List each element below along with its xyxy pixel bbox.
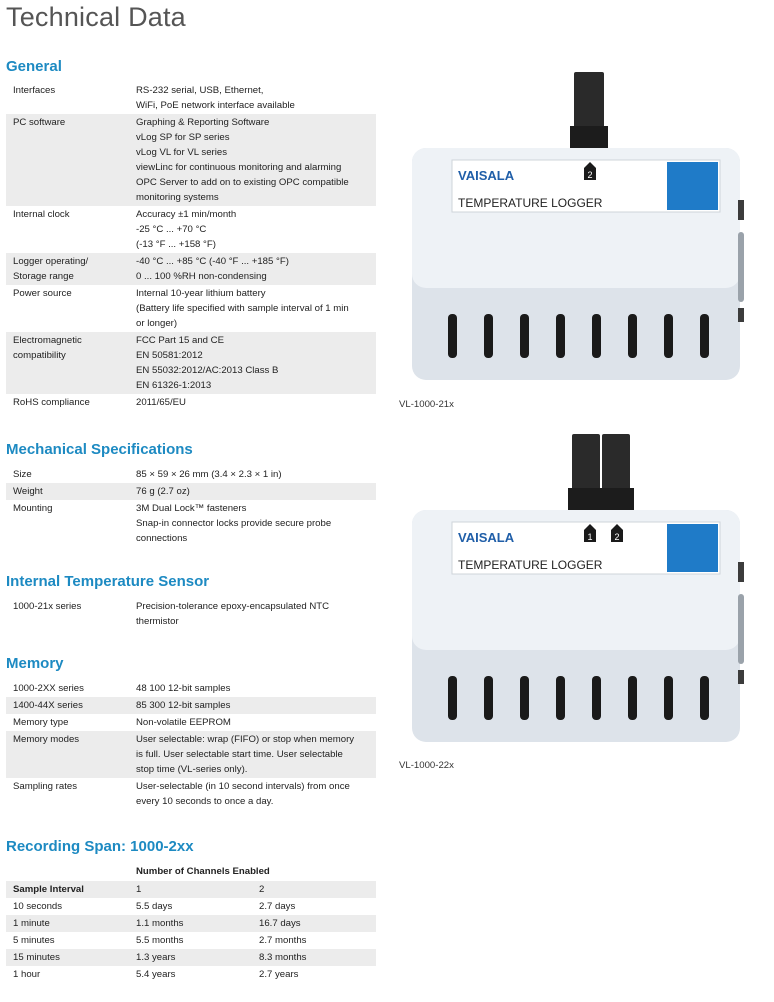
column-header: 2 [252, 881, 376, 898]
spec-key: 1400-44X series [6, 697, 129, 714]
spec-key: Power source [13, 288, 72, 299]
table-cell: 1 minute [6, 915, 129, 932]
probe-connector [602, 434, 630, 494]
table-row [6, 731, 376, 778]
table-cell: 2.7 years [259, 969, 299, 980]
spec-key: 1000-2XX series [13, 683, 84, 694]
table-cell: 5.5 months [136, 935, 184, 946]
table-row [6, 680, 376, 697]
spec-value: RS-232 serial, USB, Ethernet, WiFi, PoE network interface available [136, 85, 295, 111]
table-cell: 2.7 days [259, 901, 296, 912]
spec-value: User selectable: wrap (FIFO) or stop when memory is full. User selectable start time. User selectable stop time (VL-series only). [129, 731, 376, 778]
table-row [6, 778, 376, 810]
spec-key: Electromagnetic compatibility [6, 332, 129, 394]
table-cell: 8.3 months [252, 949, 376, 966]
section-heading-memory: Memory [6, 655, 64, 672]
spec-value: Non-volatile EEPROM [136, 717, 231, 728]
column-header: 1 [129, 881, 252, 898]
section-heading-mechanical: Mechanical Specifications [6, 441, 193, 458]
table-row [6, 466, 376, 483]
table-row [6, 114, 376, 206]
spec-value: Internal 10-year lithium battery (Battery life specified with sample interval of 1 min or longer) [136, 288, 349, 329]
table-row [6, 598, 376, 630]
device-label: TEMPERATURE LOGGER [458, 196, 603, 210]
spec-key: Memory type [13, 717, 69, 728]
table-row [6, 915, 376, 932]
table-row [6, 253, 376, 285]
svg-text:1: 1 [587, 532, 593, 542]
table-cell: 5.4 years [136, 969, 176, 980]
spec-key: Weight [6, 483, 129, 500]
general-table [6, 82, 376, 411]
table-cell: 5 minutes [13, 935, 55, 946]
probe-connector [572, 434, 600, 494]
table-cell: 1.3 years [129, 949, 252, 966]
device-caption: VL-1000-21x [399, 399, 454, 410]
section-heading-recording: Recording Span: 1000-2xx [6, 838, 194, 855]
spec-key: Mounting [13, 503, 53, 514]
table-row [6, 332, 376, 394]
table-header-row [6, 881, 376, 898]
spec-value: 76 g (2.7 oz) [129, 483, 376, 500]
brand-logo: VAISALA [458, 168, 515, 183]
channels-group-header: Number of Channels Enabled [136, 866, 270, 877]
table-cell: 1.1 months [129, 915, 252, 932]
spec-value: 3M Dual Lock™ fasteners Snap-in connector locks provide secure probe connections [136, 503, 332, 544]
table-row [6, 285, 376, 332]
table-row [6, 949, 376, 966]
table-row [6, 206, 376, 253]
table-row [6, 697, 376, 714]
svg-text:2: 2 [587, 170, 593, 180]
column-header: Sample Interval [6, 881, 129, 898]
spec-value: 85 300 12-bit samples [129, 697, 376, 714]
spec-value: Precision-tolerance epoxy-encapsulated NTC thermistor [136, 601, 330, 627]
spec-value: 48 100 12-bit samples [136, 683, 231, 694]
spec-key: RoHS compliance [13, 397, 90, 408]
temperature-logger-image-2 [412, 434, 744, 746]
recording-table [6, 881, 376, 983]
table-row [6, 932, 376, 949]
spec-key: Sampling rates [13, 781, 77, 792]
table-row [6, 483, 376, 500]
section-heading-sensor: Internal Temperature Sensor [6, 573, 210, 590]
spec-key: 1000-21x series [13, 601, 82, 612]
table-row [6, 898, 376, 915]
memory-table [6, 680, 376, 810]
brand-logo: VAISALA [458, 530, 515, 545]
spec-key: PC software [6, 114, 129, 206]
table-cell: 5.5 days [136, 901, 173, 912]
spec-value: 2011/65/EU [136, 397, 186, 408]
section-heading-general: General [6, 58, 62, 75]
table-cell: 15 minutes [6, 949, 129, 966]
spec-key: Logger operating/ Storage range [6, 253, 129, 285]
table-cell: 2.7 months [259, 935, 307, 946]
table-cell: 1 hour [13, 969, 41, 980]
spec-value: -40 °C ... +85 °C (-40 °F ... +185 °F) 0 ... 100 %RH non-condensing [129, 253, 376, 285]
spec-value: FCC Part 15 and CE EN 50581:2012 EN 55032:2012/AC:2013 Class B EN 61326-1:2013 [129, 332, 376, 394]
spec-value: 85 × 59 × 26 mm (3.4 × 2.3 × 1 in) [136, 469, 282, 480]
table-row [6, 500, 376, 547]
table-row [6, 394, 376, 411]
probe-connector [574, 72, 604, 132]
sensor-table [6, 598, 376, 630]
device-caption: VL-1000-22x [399, 760, 454, 771]
device-label: TEMPERATURE LOGGER [458, 558, 603, 572]
spec-key: Internal clock [13, 209, 70, 220]
table-cell: 16.7 days [252, 915, 376, 932]
spec-key: Memory modes [6, 731, 129, 778]
spec-key: Interfaces [13, 85, 56, 96]
svg-text:2: 2 [614, 532, 620, 542]
spec-value: Graphing & Reporting Software vLog SP for SP series vLog VL for VL series viewLinc for continuous monitoring and alarming OPC Server to add on to existing OPC compatible monitoring systems [129, 114, 376, 206]
table-row [6, 82, 376, 114]
spec-key: Size [13, 469, 32, 480]
temperature-logger-image-1 [412, 72, 744, 384]
spec-value: User-selectable (in 10 second intervals) from once every 10 seconds to once a day. [136, 781, 350, 807]
table-cell: 10 seconds [13, 901, 63, 912]
page-title: Technical Data [6, 2, 186, 32]
table-row [6, 966, 376, 983]
spec-value: Accuracy ±1 min/month -25 °C ... +70 °C (-13 °F ... +158 °F) [136, 209, 237, 250]
table-row [6, 714, 376, 731]
mechanical-table [6, 466, 376, 547]
